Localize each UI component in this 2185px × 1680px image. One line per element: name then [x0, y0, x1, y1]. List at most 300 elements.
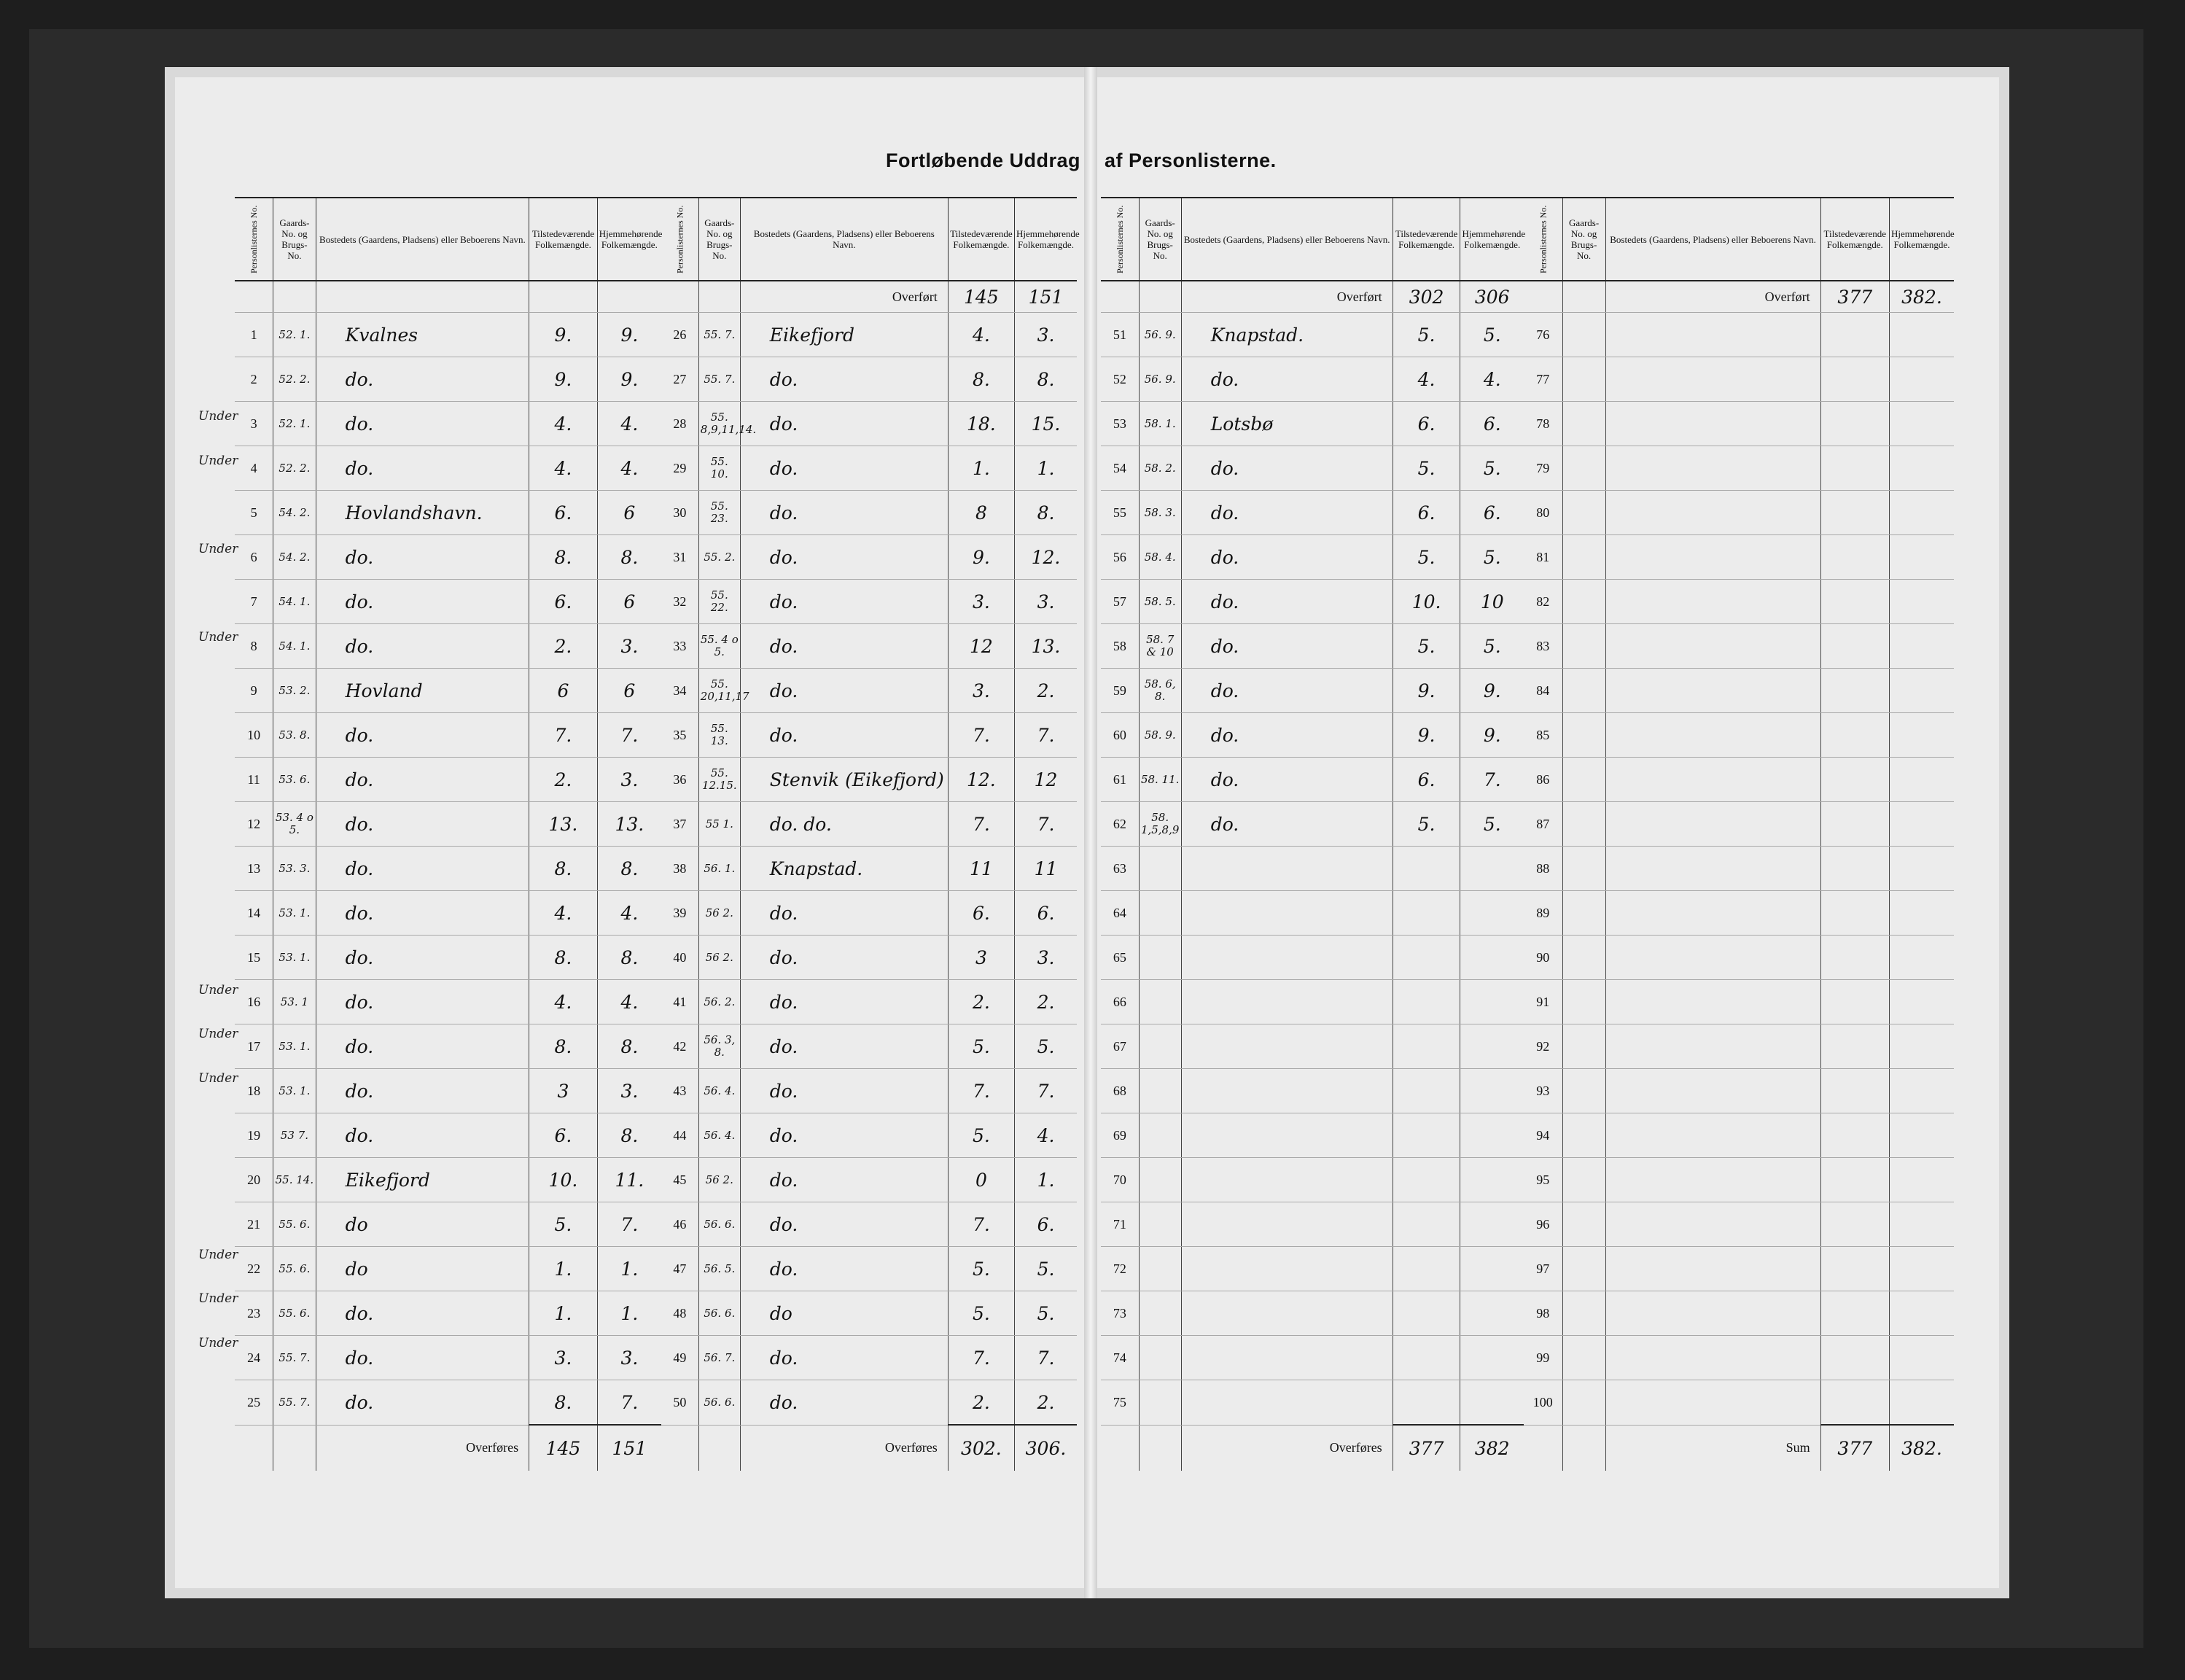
present-count	[1820, 446, 1889, 491]
resident-count	[1889, 491, 1954, 535]
resident-count: 6.	[1014, 1202, 1077, 1247]
person-list-no: 41	[661, 980, 698, 1024]
person-list-no: 44	[661, 1113, 698, 1158]
header-tilstede: Tilstedeværende Folkemængde.	[948, 198, 1014, 281]
table-row	[661, 1247, 1077, 1291]
residence-name: do.	[316, 1291, 529, 1336]
residence-name	[1605, 313, 1820, 357]
table-row	[1524, 357, 1954, 402]
present-count	[1393, 1336, 1460, 1380]
header-person-no: Personlisternes No.	[661, 198, 698, 281]
register-column-4	[1524, 197, 1955, 1459]
person-list-no: 5	[235, 491, 273, 535]
present-count	[1820, 891, 1889, 936]
residence-name: Kvalnes	[316, 313, 529, 357]
present-count: 5.	[1393, 802, 1460, 847]
resident-count: 3.	[597, 1336, 661, 1380]
resident-count	[1889, 446, 1954, 491]
farm-use-no	[1562, 1069, 1605, 1113]
person-list-no: 49	[661, 1336, 698, 1380]
person-list-no: 94	[1524, 1113, 1562, 1158]
person-list-no: 67	[1101, 1024, 1139, 1069]
header-bosted: Bostedets (Gaardens, Pladsens) eller Beboerens Navn.	[316, 198, 529, 281]
present-count	[1820, 936, 1889, 980]
person-list-no: 73	[1101, 1291, 1139, 1336]
table-row	[1524, 1336, 1954, 1380]
farm-use-no: 54. 2.	[273, 491, 316, 535]
farm-use-no: 56. 6.	[698, 1202, 740, 1247]
table-row	[661, 713, 1077, 758]
resident-count	[1889, 669, 1954, 713]
present-count	[1393, 1202, 1460, 1247]
person-list-no: 62	[1101, 802, 1139, 847]
resident-count: 7.	[1014, 802, 1077, 847]
register-column-1	[235, 197, 663, 1459]
person-list-no: 10	[235, 713, 273, 758]
table-row	[661, 1291, 1077, 1336]
under-mark: Under	[198, 453, 238, 468]
page-title-right: af Personlisterne.	[1105, 149, 1277, 171]
present-count: 4.	[529, 891, 598, 936]
present-count: 1.	[948, 446, 1014, 491]
present-count: 18.	[948, 402, 1014, 446]
person-list-no: 16	[235, 980, 273, 1024]
residence-name: do.	[316, 1113, 529, 1158]
resident-count: 1.	[1014, 446, 1077, 491]
person-list-no: 11	[235, 758, 273, 802]
resident-count: 1.	[597, 1247, 661, 1291]
residence-name: do.	[740, 1336, 948, 1380]
farm-use-no: 58. 9.	[1139, 713, 1181, 758]
farm-use-no: 56. 2.	[698, 980, 740, 1024]
person-list-no: 58	[1101, 624, 1139, 669]
farm-use-no	[1562, 1158, 1605, 1202]
person-list-no: 88	[1524, 847, 1562, 891]
present-count: 6.	[529, 491, 598, 535]
residence-name: do	[740, 1291, 948, 1336]
table-row	[661, 847, 1077, 891]
present-count: 2.	[948, 980, 1014, 1024]
residence-name: Knapstad.	[1181, 313, 1393, 357]
residence-name: do.	[1181, 713, 1393, 758]
resident-count	[1460, 1380, 1524, 1426]
present-count	[1820, 802, 1889, 847]
farm-use-no: 55. 4 o 5.	[698, 624, 740, 669]
resident-count: 9.	[1460, 713, 1524, 758]
farm-use-no: 58. 2.	[1139, 446, 1181, 491]
present-count	[1393, 891, 1460, 936]
farm-use-no	[1139, 1113, 1181, 1158]
residence-name	[1181, 980, 1393, 1024]
register-column-2	[661, 197, 1080, 1459]
table-row	[1101, 1336, 1524, 1380]
present-count: 3	[948, 936, 1014, 980]
table-row	[1524, 847, 1954, 891]
present-count: 8.	[529, 936, 598, 980]
farm-use-no	[1139, 1024, 1181, 1069]
residence-name: do.	[316, 535, 529, 580]
resident-count: 3.	[597, 624, 661, 669]
residence-name	[1181, 1380, 1393, 1426]
resident-count	[1889, 402, 1954, 446]
resident-count: 3.	[1014, 936, 1077, 980]
present-count: 1.	[529, 1247, 598, 1291]
residence-name: do.	[316, 402, 529, 446]
farm-use-no: 54. 2.	[273, 535, 316, 580]
table-row	[235, 1380, 661, 1426]
carry-over-label: Overføres	[316, 1425, 529, 1471]
table-row	[661, 891, 1077, 936]
table-row	[1101, 357, 1524, 402]
table-row	[661, 1024, 1077, 1069]
table-row	[235, 891, 661, 936]
present-count	[1820, 1291, 1889, 1336]
farm-use-no: 56. 7.	[698, 1336, 740, 1380]
resident-count: 6	[597, 491, 661, 535]
header-hjemme: Hjemmehørende Folkemængde.	[1014, 198, 1077, 281]
table-row	[235, 802, 661, 847]
present-count: 6.	[948, 891, 1014, 936]
resident-count	[1460, 1069, 1524, 1113]
farm-use-no: 55. 14.	[273, 1158, 316, 1202]
under-mark: Under	[198, 1070, 238, 1086]
resident-count: 3.	[1014, 580, 1077, 624]
farm-use-no: 55. 7.	[698, 357, 740, 402]
farm-use-no	[1562, 446, 1605, 491]
carry-over-label: Overføres	[1181, 1425, 1393, 1471]
person-list-no: 46	[661, 1202, 698, 1247]
farm-use-no: 53. 8.	[273, 713, 316, 758]
table-row	[235, 491, 661, 535]
farm-use-no: 53. 4 o 5.	[273, 802, 316, 847]
person-list-no: 71	[1101, 1202, 1139, 1247]
resident-count: 9.	[597, 313, 661, 357]
present-count: 3.	[529, 1336, 598, 1380]
residence-name	[1181, 1113, 1393, 1158]
residence-name: do.	[316, 891, 529, 936]
residence-name: do. do.	[740, 802, 948, 847]
table-row	[1101, 713, 1524, 758]
under-mark: Under	[198, 629, 238, 645]
residence-name: Eikefjord	[740, 313, 948, 357]
farm-use-no	[1139, 980, 1181, 1024]
present-count: 5.	[948, 1247, 1014, 1291]
person-list-no: 52	[1101, 357, 1139, 402]
table-row	[235, 1158, 661, 1202]
person-list-no: 85	[1524, 713, 1562, 758]
person-list-no: 70	[1101, 1158, 1139, 1202]
person-list-no: 47	[661, 1247, 698, 1291]
person-list-no: 83	[1524, 624, 1562, 669]
residence-name: do.	[316, 758, 529, 802]
residence-name	[1181, 1158, 1393, 1202]
table-row	[235, 1247, 661, 1291]
residence-name: do.	[316, 713, 529, 758]
farm-use-no: 55. 22.	[698, 580, 740, 624]
farm-use-no: 56 2.	[698, 891, 740, 936]
present-count	[1820, 1247, 1889, 1291]
present-count: 5.	[1393, 535, 1460, 580]
table-row	[235, 1113, 661, 1158]
residence-name: do.	[316, 446, 529, 491]
under-mark: Under	[198, 1027, 238, 1041]
residence-name: do.	[740, 936, 948, 980]
header-hjemme: Hjemmehørende Folkemængde.	[1889, 198, 1954, 281]
person-list-no: 37	[661, 802, 698, 847]
farm-use-no	[1562, 1113, 1605, 1158]
present-count	[1820, 847, 1889, 891]
table-row	[235, 669, 661, 713]
sum-present: 377	[1820, 1425, 1889, 1471]
present-count: 3.	[948, 669, 1014, 713]
table-row	[1101, 891, 1524, 936]
farm-use-no: 53. 6.	[273, 758, 316, 802]
residence-name: do.	[740, 713, 948, 758]
residence-name: do.	[316, 1336, 529, 1380]
present-count	[1393, 1247, 1460, 1291]
present-count: 5.	[948, 1113, 1014, 1158]
farm-use-no: 55. 7.	[273, 1380, 316, 1426]
table-row	[661, 535, 1077, 580]
table-row	[1524, 891, 1954, 936]
table-row	[1524, 669, 1954, 713]
farm-use-no: 56. 3, 8.	[698, 1024, 740, 1069]
table-row	[235, 1291, 661, 1336]
table-row	[235, 936, 661, 980]
residence-name: do.	[316, 580, 529, 624]
present-count: 6	[529, 669, 598, 713]
farm-use-no	[1562, 357, 1605, 402]
resident-count: 8.	[597, 535, 661, 580]
resident-count	[1889, 535, 1954, 580]
resident-count: 2.	[1014, 669, 1077, 713]
farm-use-no: 56. 9.	[1139, 357, 1181, 402]
resident-count: 8.	[597, 1024, 661, 1069]
farm-use-no: 52. 1.	[273, 313, 316, 357]
person-list-no: 86	[1524, 758, 1562, 802]
register-column-3	[1101, 197, 1526, 1459]
residence-name: do.	[740, 1069, 948, 1113]
resident-count	[1889, 1202, 1954, 1247]
resident-count: 4.	[1014, 1113, 1077, 1158]
person-list-no: 4	[235, 446, 273, 491]
resident-count: 5.	[1014, 1291, 1077, 1336]
present-count: 7.	[948, 1336, 1014, 1380]
present-count	[1393, 980, 1460, 1024]
resident-count	[1889, 1024, 1954, 1069]
under-mark: Under	[198, 982, 238, 998]
person-list-no: 63	[1101, 847, 1139, 891]
resident-count: 6.	[1460, 402, 1524, 446]
resident-count	[1460, 1202, 1524, 1247]
farm-use-no	[1562, 802, 1605, 847]
farm-use-no: 55. 23.	[698, 491, 740, 535]
table-row	[1101, 980, 1524, 1024]
resident-count: 11	[1014, 847, 1077, 891]
table-row	[1524, 1024, 1954, 1069]
resident-count: 11.	[597, 1158, 661, 1202]
farm-use-no	[1562, 847, 1605, 891]
residence-name: do.	[1181, 758, 1393, 802]
present-count: 5.	[948, 1024, 1014, 1069]
present-count: 5.	[1393, 446, 1460, 491]
resident-count	[1460, 1291, 1524, 1336]
residence-name	[1181, 847, 1393, 891]
table-row	[661, 936, 1077, 980]
resident-count: 3.	[597, 1069, 661, 1113]
residence-name: do.	[1181, 491, 1393, 535]
present-count: 2.	[529, 758, 598, 802]
residence-name	[1605, 491, 1820, 535]
carry-over-present: 145	[529, 1425, 598, 1471]
table-row	[1101, 491, 1524, 535]
person-list-no: 60	[1101, 713, 1139, 758]
header-hjemme: Hjemmehørende Folkemængde.	[597, 198, 661, 281]
farm-use-no	[1562, 1291, 1605, 1336]
residence-name	[1605, 624, 1820, 669]
residence-name	[1605, 357, 1820, 402]
table-row	[661, 491, 1077, 535]
resident-count: 4.	[597, 980, 661, 1024]
residence-name: do.	[740, 1024, 948, 1069]
farm-use-no: 55. 7.	[698, 313, 740, 357]
farm-use-no: 56. 1.	[698, 847, 740, 891]
present-count: 12	[948, 624, 1014, 669]
residence-name	[1605, 580, 1820, 624]
present-count	[1820, 758, 1889, 802]
person-list-no: 57	[1101, 580, 1139, 624]
resident-count: 13.	[1014, 624, 1077, 669]
residence-name	[1605, 1291, 1820, 1336]
table-row	[1101, 802, 1524, 847]
carried-forward-label: Overført	[1181, 281, 1393, 313]
resident-count: 3.	[597, 758, 661, 802]
farm-use-no	[1562, 713, 1605, 758]
residence-name	[1605, 847, 1820, 891]
person-list-no: 82	[1524, 580, 1562, 624]
resident-count: 4.	[597, 446, 661, 491]
person-list-no: 39	[661, 891, 698, 936]
resident-count: 8.	[597, 1113, 661, 1158]
farm-use-no: 53. 1.	[273, 936, 316, 980]
resident-count: 5.	[1460, 802, 1524, 847]
table-row	[1524, 446, 1954, 491]
table-row	[235, 1202, 661, 1247]
resident-count	[1889, 1158, 1954, 1202]
resident-count: 10	[1460, 580, 1524, 624]
residence-name: do.	[316, 802, 529, 847]
sum-label: Sum	[1605, 1425, 1820, 1471]
person-list-no: 40	[661, 936, 698, 980]
person-list-no: 81	[1524, 535, 1562, 580]
person-list-no: 93	[1524, 1069, 1562, 1113]
residence-name	[1605, 1158, 1820, 1202]
under-mark: Under	[198, 1291, 238, 1306]
person-list-no: 24	[235, 1336, 273, 1380]
present-count: 4.	[529, 980, 598, 1024]
farm-use-no	[1139, 1158, 1181, 1202]
residence-name: do.	[740, 402, 948, 446]
residence-name: do.	[316, 980, 529, 1024]
present-count	[1820, 1202, 1889, 1247]
residence-name: do	[316, 1202, 529, 1247]
person-list-no: 28	[661, 402, 698, 446]
present-count	[1820, 624, 1889, 669]
residence-name: do.	[316, 1024, 529, 1069]
person-list-no: 14	[235, 891, 273, 936]
resident-count: 12.	[1014, 535, 1077, 580]
present-count: 8.	[529, 1380, 598, 1426]
table-row	[1101, 1247, 1524, 1291]
farm-use-no	[1562, 891, 1605, 936]
farm-use-no: 53 7.	[273, 1113, 316, 1158]
residence-name: do.	[1181, 535, 1393, 580]
residence-name	[1181, 891, 1393, 936]
person-list-no: 43	[661, 1069, 698, 1113]
table-row	[235, 446, 661, 491]
present-count	[1393, 1158, 1460, 1202]
present-count	[1820, 535, 1889, 580]
present-count: 7.	[948, 1069, 1014, 1113]
resident-count	[1460, 1336, 1524, 1380]
residence-name	[1605, 802, 1820, 847]
person-list-no: 64	[1101, 891, 1139, 936]
resident-count: 8.	[597, 847, 661, 891]
residence-name: do.	[740, 1202, 948, 1247]
table-row	[1524, 758, 1954, 802]
table-row	[1101, 1069, 1524, 1113]
farm-use-no: 53. 1.	[273, 1069, 316, 1113]
farm-use-no: 56 2.	[698, 1158, 740, 1202]
farm-use-no: 54. 1.	[273, 624, 316, 669]
present-count: 11	[948, 847, 1014, 891]
residence-name: do.	[1181, 580, 1393, 624]
residence-name: do.	[316, 936, 529, 980]
header-tilstede: Tilstedeværende Folkemængde.	[1393, 198, 1460, 281]
present-count	[1393, 1291, 1460, 1336]
person-list-no: 13	[235, 847, 273, 891]
resident-count: 15.	[1014, 402, 1077, 446]
person-list-no: 21	[235, 1202, 273, 1247]
table-row	[661, 624, 1077, 669]
resident-count	[1460, 1024, 1524, 1069]
person-list-no: 79	[1524, 446, 1562, 491]
person-list-no: 56	[1101, 535, 1139, 580]
farm-use-no: 53. 1.	[273, 1024, 316, 1069]
present-count: 5.	[1393, 624, 1460, 669]
farm-use-no	[1562, 980, 1605, 1024]
resident-count	[1889, 980, 1954, 1024]
resident-count	[1460, 936, 1524, 980]
farm-use-no: 55. 13.	[698, 713, 740, 758]
table-row	[661, 1158, 1077, 1202]
resident-count: 8.	[1014, 491, 1077, 535]
carry-over-resident: 151	[597, 1425, 661, 1471]
header-person-no: Personlisternes No.	[1524, 198, 1562, 281]
person-list-no: 45	[661, 1158, 698, 1202]
table-row	[661, 758, 1077, 802]
present-count	[1820, 980, 1889, 1024]
header-bosted: Bostedets (Gaardens, Pladsens) eller Beboerens Navn.	[1181, 198, 1393, 281]
present-count	[1820, 669, 1889, 713]
resident-count: 7.	[597, 1380, 661, 1426]
present-count: 7.	[948, 802, 1014, 847]
present-count: 9.	[1393, 669, 1460, 713]
person-list-no: 65	[1101, 936, 1139, 980]
residence-name: do.	[1181, 624, 1393, 669]
present-count	[1820, 1336, 1889, 1380]
present-count	[1820, 1069, 1889, 1113]
